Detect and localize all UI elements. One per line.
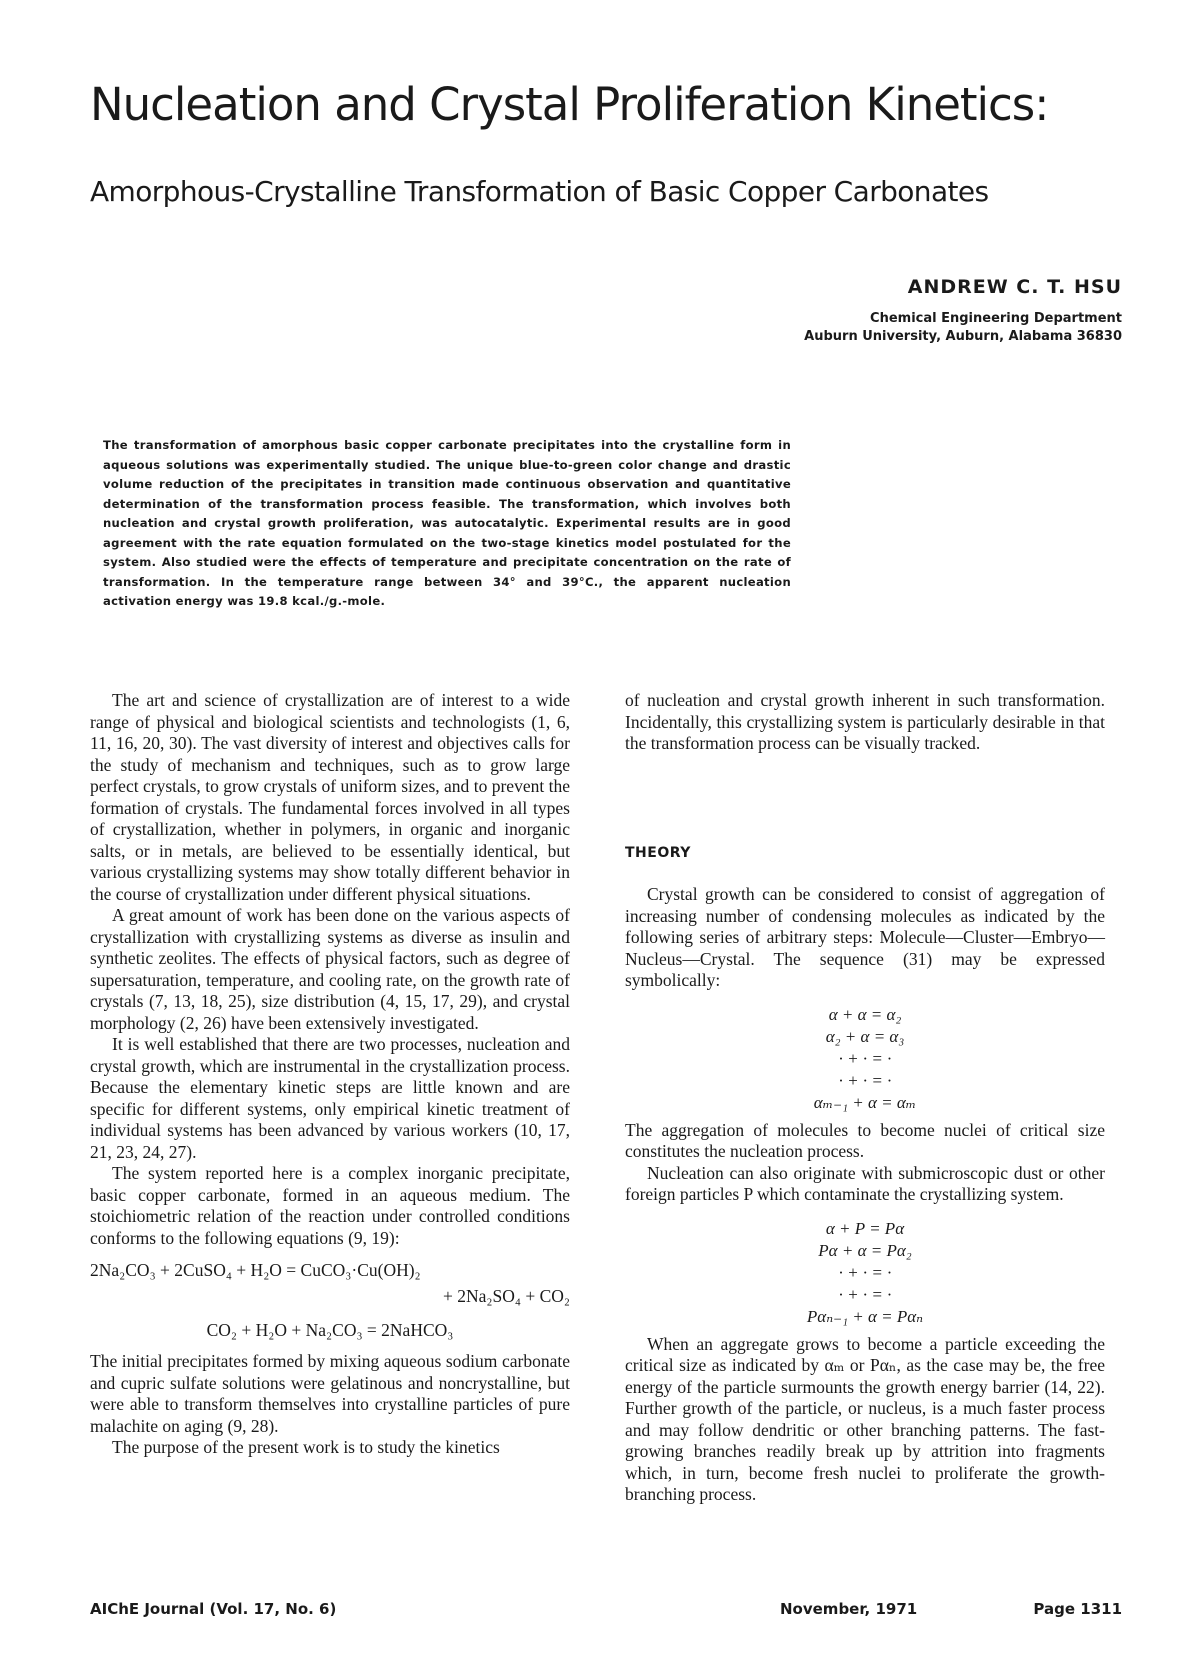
author-block bbox=[804, 276, 1122, 346]
paper-title: Nucleation and Crystal Proliferation Kinetics: bbox=[90, 78, 1049, 131]
sequence-step: Pαₙ₋₁ + α = Pαₙ bbox=[806, 1306, 924, 1326]
footer-page-number: Page 1311 bbox=[1033, 1600, 1122, 1618]
sequence-step: · + · = · bbox=[838, 1262, 892, 1282]
author-institution: Auburn University, Auburn, Alabama 36830 bbox=[804, 329, 1122, 344]
equation-line: + 2Na₂SO₄ + CO₂ bbox=[442, 1286, 570, 1306]
sequence-step: α + α = α₂ bbox=[828, 1004, 902, 1024]
sequence-step: · + · = · bbox=[838, 1048, 892, 1068]
paragraph: The aggregation of molecules to become nuclei of critical size constitutes the nucleation process. bbox=[625, 1119, 1105, 1161]
paragraph: The art and science of crystallization are of interest to a wide range of physical and biological scientists and technologists (1, 6, 11, 16, 20, 30). The vast diversity of interest and objectives calls for the study of mechanism and techniques, such as to grow large perfect crystals, to grow crystals of uniform sizes, and to prevent the formation of crystals. The fundamental forces involved in all types of crystallization, whether in polymers, in organic and inorganic salts, or in metals, are believed to be essentially identical, but various crystallizing systems may show totally different behavior in the course of crystallization under different physical situations. bbox=[90, 690, 570, 904]
paragraph: The purpose of the present work is to study the kinetics bbox=[112, 1437, 500, 1457]
paragraph: When an aggregate grows to become a particle exceeding the critical size as indicated by αₘ or Pαₙ, as the case may be, the free energy of the particle surmounts the growth energy barrier (14, 22). Further growth of the particle, or nucleus, is a much faster process and may follow dendritic or other branching patterns. The fast-growing branches readily break up by attrition into fragments which, in turn, become fresh nuclei to proliferate the growth-branching process. bbox=[625, 1333, 1105, 1504]
paragraph: Nucleation can also originate with submicroscopic dust or other foreign particles P which contaminate the crystallizing system. bbox=[625, 1162, 1105, 1204]
equation-line: CO₂ + H₂O + Na₂CO₃ = 2NaHCO₃ bbox=[206, 1320, 454, 1340]
author-department: Chemical Engineering Department bbox=[870, 311, 1122, 326]
sequence-step: αₘ₋₁ + α = αₘ bbox=[813, 1092, 917, 1112]
sequence-step: Pα + α = Pα₂ bbox=[818, 1240, 912, 1260]
paragraph: of nucleation and crystal growth inherent in such transformation. Incidentally, this crystallizing system is particularly desirable in that the transformation process can be visually tracked. bbox=[625, 690, 1105, 753]
paragraph: The system reported here is a complex inorganic precipitate, basic copper carbonate, formed in an aqueous medium. The stoichiometric relation of the reaction under controlled conditions conforms to the following equations (9, 19): bbox=[90, 1163, 570, 1248]
right-column bbox=[625, 690, 1105, 1506]
sequence-step: α₂ + α = α₃ bbox=[825, 1026, 905, 1046]
left-column bbox=[90, 690, 570, 1459]
paragraph: The initial precipitates formed by mixing aqueous sodium carbonate and cupric sulfate solutions were gelatinous and noncrystalline, but were able to transform themselves into crystalline particles of pure malachite on aging (9, 28). bbox=[90, 1351, 570, 1436]
section-heading: THEORY bbox=[625, 844, 691, 861]
footer-date: November, 1971 bbox=[780, 1600, 918, 1618]
paper-subtitle: Amorphous-Crystalline Transformation of Basic Copper Carbonates bbox=[90, 175, 989, 208]
sequence-step: · + · = · bbox=[838, 1070, 892, 1090]
paragraph: Crystal growth can be considered to consist of aggregation of increasing number of condensing molecules as indicated by the following series of arbitrary steps: Molecule—Cluster—Embryo—Nucleus—Crystal. The sequence (31) may be expressed symbolically: bbox=[625, 884, 1105, 990]
footer-journal: AIChE Journal (Vol. 17, No. 6) bbox=[90, 1600, 337, 1618]
author-name: ANDREW C. T. HSU bbox=[907, 276, 1122, 298]
equation-line: 2Na₂CO₃ + 2CuSO₄ + H₂O = CuCO₃·Cu(OH)₂ bbox=[90, 1260, 421, 1280]
reaction-equation-1 bbox=[90, 1257, 570, 1309]
sequence-step: · + · = · bbox=[838, 1284, 892, 1304]
foreign-particle-sequence bbox=[765, 1218, 965, 1328]
reaction-equation-2 bbox=[90, 1317, 570, 1343]
paragraph: It is well established that there are two processes, nucleation and crystal growth, which are instrumental in the crystallization process. Because the elementary kinetic steps are little known and are specific for different systems, only empirical kinetic treatment of individual systems has been advanced by various workers (10, 17, 21, 23, 24, 27). bbox=[90, 1034, 570, 1162]
aggregation-sequence bbox=[765, 1004, 965, 1114]
sequence-step: α + P = Pα bbox=[825, 1218, 905, 1238]
abstract: The transformation of amorphous basic copper carbonate precipitates into the crystalline form in aqueous solutions was experimentally studied. The unique blue-to-green color change and drastic volume reduction of the precipitates in transition made continuous observation and quantitative determination of the transformation process feasible. The transformation, which involves both nucleation and crystal growth proliferation, was autocatalytic. Experimental results are in good agreement with the rate equation formulated on the two-stage kinetics model postulated for the system. Also studied were the effects of temperature and precipitate concentration on the rate of transformation. In the temperature range between 34° and 39°C., the apparent nucleation activation energy was 19.8 kcal./g.-mole. bbox=[103, 438, 791, 608]
paragraph: A great amount of work has been done on the various aspects of crystallization with crystallizing systems as diverse as insulin and synthetic zeolites. The effects of physical factors, such as degree of supersaturation, temperature, and cooling rate, on the growth rate of crystals (7, 13, 18, 25), size distribution (4, 15, 17, 29), and crystal morphology (2, 26) have been extensively investigated. bbox=[90, 905, 570, 1033]
